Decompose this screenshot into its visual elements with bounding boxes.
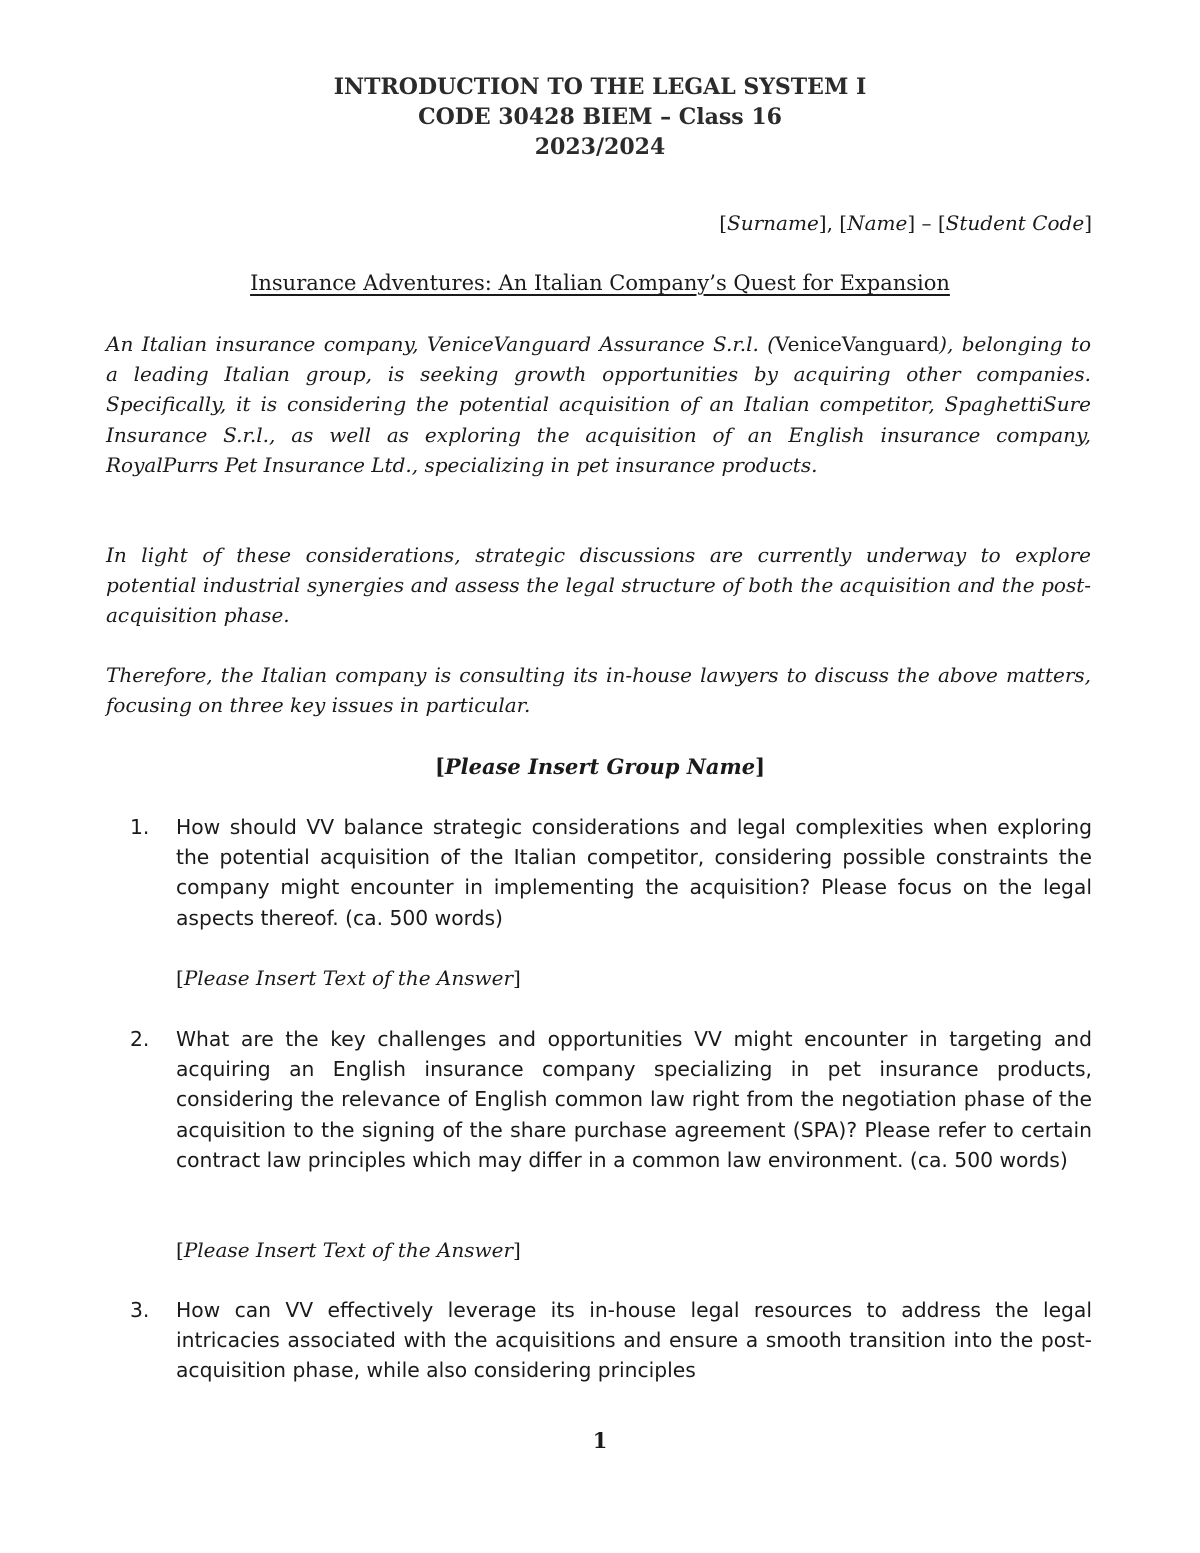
page-number: 1 (592, 1428, 608, 1453)
answer-placeholder-1: [Please Insert Text of the Answer] (176, 966, 521, 990)
group-name-heading: [Please Insert Group Name] (434, 754, 766, 779)
answer-placeholder-2: [Please Insert Text of the Answer] (176, 1238, 521, 1262)
course-title: INTRODUCTION TO THE LEGAL SYSTEM I (333, 74, 867, 100)
name-placeholder: Name (847, 211, 908, 235)
answer-placeholder-text: Please Insert Text of the Answer (183, 1238, 514, 1262)
question-text: How can VV effectively leverage its in-house legal resources to address the legal intricacies associated with the acquisitions and ensure a smooth transition into the post-acquisition phase, while also considering principles (176, 1298, 1092, 1383)
group-name-placeholder: Please Insert Group Name (444, 754, 756, 779)
question-2 (130, 1024, 1092, 1175)
intro-paragraph-1-part-a: An Italian insurance company, VeniceVanguard Assurance S.r.l. ( (106, 332, 776, 356)
answer-placeholder-text: Please Insert Text of the Answer (183, 966, 514, 990)
academic-year: 2023/2024 (534, 134, 666, 160)
surname-placeholder: Surname (727, 211, 819, 235)
course-code: CODE 30428 BIEM – Class 16 (418, 104, 782, 130)
student-code-placeholder: Student Code (945, 211, 1085, 235)
document-header (0, 72, 1200, 162)
question-1 (130, 812, 1092, 933)
intro-paragraph-3: Therefore, the Italian company is consulting its in-house lawyers to discuss the above matters, focusing on three key issues in particular. (106, 663, 1091, 718)
question-number: 1. (130, 815, 150, 839)
student-info-line: [Surname], [Name] – [Student Code] (719, 211, 1092, 235)
case-title: Insurance Adventures: An Italian Company’s Quest for Expansion (250, 271, 950, 295)
question-3 (130, 1295, 1092, 1386)
intro-paragraph-1 (106, 329, 1091, 480)
question-number: 3. (130, 1298, 150, 1322)
intro-paragraph-1-part-b: VeniceVanguard (775, 332, 940, 356)
intro-paragraph-1-part-c: ), belonging to a leading Italian group, is seeking growth opportunities by acquiring other companies. Specifically, it is considering the potential acquisition of an Italian competitor, SpaghettiSure Insurance S.r.l., as well as exploring the acquisition of an English insurance company, RoyalPurrs Pet Insurance Ltd., specializing in pet insurance products. (106, 332, 1091, 477)
question-text: How should VV balance strategic considerations and legal complexities when exploring the potential acquisition of the Italian competitor, considering possible constraints the company might encounter in implementing the acquisition? Please focus on the legal aspects thereof. (ca. 500 words) (176, 815, 1092, 930)
intro-paragraph-2: In light of these considerations, strategic discussions are currently underway to explore potential industrial synergies and assess the legal structure of both the acquisition and the post-acquisition phase. (106, 543, 1091, 628)
question-number: 2. (130, 1027, 150, 1051)
question-text: What are the key challenges and opportunities VV might encounter in targeting and acquiring an English insurance company specializing in pet insurance products, considering the relevance of English common law right from the negotiation phase of the acquisition to the signing of the share purchase agreement (SPA)? Please refer to certain contract law principles which may differ in a common law environment. (ca. 500 words) (176, 1027, 1092, 1172)
